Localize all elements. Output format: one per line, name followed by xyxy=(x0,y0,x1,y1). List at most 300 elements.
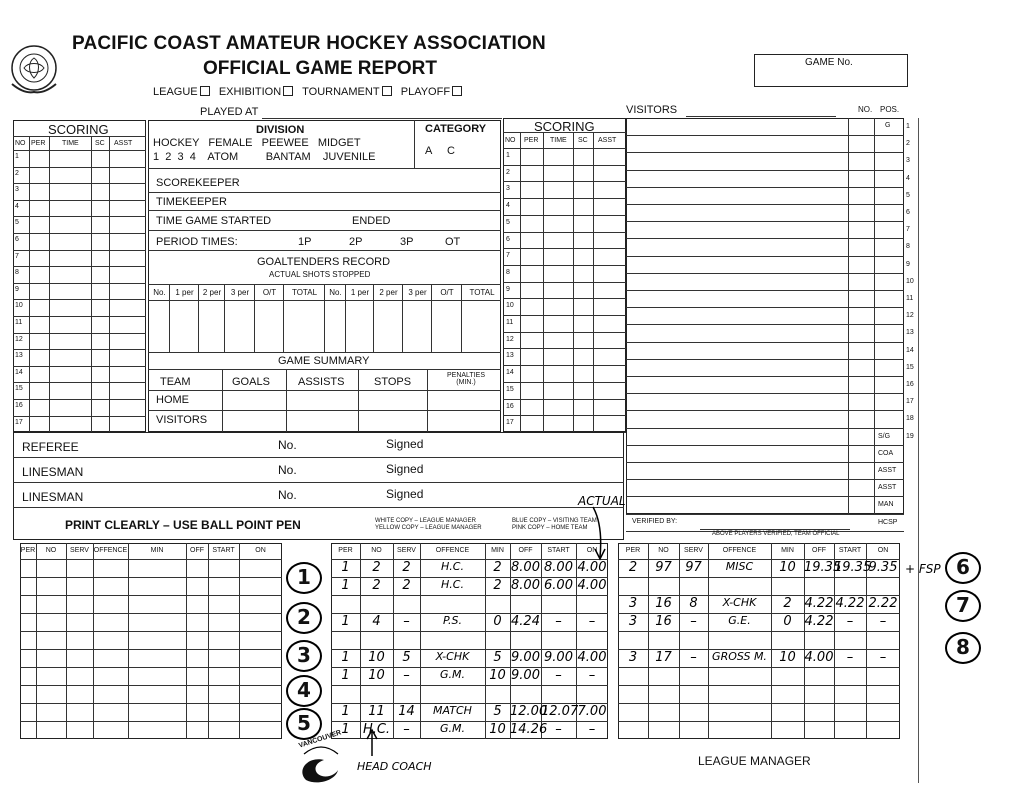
right-penalty-cell-on: 9.35 xyxy=(868,560,898,575)
right-penalty-cell-on: – xyxy=(879,614,887,629)
goaltender-col-header: 1 per xyxy=(175,288,194,297)
middle-penalty-cell-offence: H.C. xyxy=(441,560,464,573)
roster-row-number: 19 xyxy=(906,432,914,440)
middle-penalty-cell-serv: 14 xyxy=(398,704,415,719)
home-penalty-col-divider xyxy=(239,543,240,739)
goaltender-col-header: No. xyxy=(153,288,166,297)
right-penalty-cell-start: 4.22 xyxy=(835,596,865,611)
period-times-label: PERIOD TIMES: xyxy=(156,236,238,248)
home-penalty-col-divider xyxy=(36,543,37,739)
right-penalty-col-header: PER xyxy=(625,547,641,554)
middle-penalty-row-line xyxy=(331,595,608,596)
home-penalty-header-line xyxy=(20,559,282,560)
middle-penalty-col-header: OFFENCE xyxy=(435,547,470,554)
right-penalty-row-line xyxy=(618,667,900,668)
home-scoring-title: SCORING xyxy=(48,122,109,137)
visitor-scoring-row-number: 1 xyxy=(506,152,510,159)
right-penalty-cell-on: – xyxy=(879,650,887,665)
game-number-box[interactable] xyxy=(754,54,908,87)
home-scoring-row-number: 17 xyxy=(15,418,23,426)
home-penalty-col-divider xyxy=(66,543,67,739)
goaltender-col-divider xyxy=(224,284,225,352)
goaltender-col-divider xyxy=(431,284,432,352)
visitor-scoring-row-number: 13 xyxy=(506,352,514,360)
roster-row-number: 13 xyxy=(906,329,914,337)
middle-penalty-cell-start: 6.00 xyxy=(544,578,573,593)
roster-row-line xyxy=(626,170,904,171)
right-penalty-col-header: MIN xyxy=(781,547,794,554)
roster-row-line xyxy=(626,307,904,308)
home-scoring-row-line xyxy=(13,299,146,300)
game-type-exhibition: EXHIBITION xyxy=(218,86,282,98)
middle-penalty-row-line xyxy=(331,631,608,632)
goaltender-col-header: 2 per xyxy=(202,288,222,297)
roster-row-line xyxy=(626,221,904,222)
roster-row-number: 17 xyxy=(906,398,914,406)
form-title: PACIFIC COAST AMATEUR HOCKEY ASSOCIATION xyxy=(72,33,546,54)
right-penalty-cell-per: 3 xyxy=(628,614,638,629)
roster-row-line xyxy=(626,359,904,360)
game-type-league: LEAGUE xyxy=(153,86,198,98)
visitor-scoring-row-line xyxy=(503,165,626,166)
middle-penalty-cell-on: – xyxy=(588,614,596,629)
goaltender-col-divider xyxy=(461,284,462,352)
right-penalty-cell-no: 17 xyxy=(655,650,672,665)
time-started-label: TIME GAME STARTED xyxy=(156,215,272,227)
home-penalty-col-header: SERV xyxy=(70,547,89,554)
circled-number-mark: 3 xyxy=(286,640,322,672)
home-scoring-row-number: 5 xyxy=(15,219,19,227)
visitor-scoring-row-line xyxy=(503,382,626,383)
roster-row-number: 5 xyxy=(906,191,910,199)
playoff-checkbox[interactable] xyxy=(452,86,462,96)
home-scoring-col-per: PER xyxy=(31,140,46,147)
home-penalty-row-line xyxy=(20,613,282,614)
verified-by-label: VERIFIED BY: xyxy=(632,518,678,525)
head-coach-arrow-icon xyxy=(365,728,379,758)
visitors-pos-label: POS. xyxy=(880,105,900,114)
roster-row-number: 18 xyxy=(906,415,914,423)
visitor-scoring-row-number: 15 xyxy=(506,385,514,393)
middle-penalty-cell-min: 0 xyxy=(493,614,502,629)
roster-row-number: 11 xyxy=(906,295,914,302)
referee-row-line xyxy=(13,482,624,483)
roster-staff-label: MAN xyxy=(878,501,894,509)
goaltender-col-divider xyxy=(169,284,170,352)
home-scoring-row-number: 4 xyxy=(15,202,19,210)
right-penalty-col-header: OFF xyxy=(812,547,826,554)
middle-penalty-cell-offence: H.C. xyxy=(441,578,464,591)
right-penalty-cell-min: 2 xyxy=(783,596,792,611)
game-type-row xyxy=(153,86,462,98)
middle-penalty-cell-off: 12.00 xyxy=(510,704,548,719)
roster-row-number: 12 xyxy=(906,312,914,320)
right-penalty-cell-no: 16 xyxy=(655,596,672,611)
home-scoring-row-line xyxy=(13,250,146,251)
visitor-scoring-row-number: 8 xyxy=(506,268,510,276)
game-number-label: GAME No. xyxy=(805,57,853,68)
goaltender-col-header: 3 per xyxy=(230,288,250,297)
game-summary-title: GAME SUMMARY xyxy=(278,355,370,367)
roster-row-line xyxy=(626,342,904,343)
summary-col-assists: ASSISTS xyxy=(298,376,345,388)
middle-penalty-col-header: ON xyxy=(586,547,598,554)
category-title: CATEGORY xyxy=(425,123,487,135)
right-penalty-cell-on: 2.22 xyxy=(868,596,898,611)
home-scoring-row-line xyxy=(13,382,146,383)
roster-row-line xyxy=(626,290,904,291)
goaltenders-subtitle: ACTUAL SHOTS STOPPED xyxy=(269,270,371,279)
right-penalty-cell-min: 10 xyxy=(779,560,796,575)
division-row2: 1 2 3 4 ATOM BANTAM JUVENILE xyxy=(153,151,376,163)
right-penalty-cell-off: 4.22 xyxy=(804,596,834,611)
middle-penalty-cell-no: H.C. xyxy=(362,722,391,737)
right-penalty-row-line xyxy=(618,703,900,704)
right-penalty-row-line xyxy=(618,721,900,722)
home-scoring-row-line xyxy=(13,216,146,217)
visitor-scoring-col-no: NO xyxy=(505,137,516,144)
middle-penalty-cell-start: – xyxy=(555,614,562,629)
roster-row-number: 6 xyxy=(906,209,910,216)
middle-penalty-cell-off: 14.26 xyxy=(510,722,548,737)
home-scoring-row-number: 9 xyxy=(15,285,19,293)
middle-penalty-cell-serv: 2 xyxy=(402,560,411,575)
home-scoring-row-line xyxy=(13,416,146,417)
league-manager-label: LEAGUE MANAGER xyxy=(698,754,811,768)
home-scoring-row-number: 8 xyxy=(15,269,19,277)
middle-penalty-cell-start: 12.07 xyxy=(541,704,579,719)
home-penalty-col-divider xyxy=(128,543,129,739)
timekeeper-label: TIMEKEEPER xyxy=(156,196,227,208)
referee-row-line xyxy=(13,457,624,458)
summary-visitors: VISITORS xyxy=(156,414,208,426)
home-scoring-row-line xyxy=(13,183,146,184)
right-penalty-cell-off: 19.35 xyxy=(804,560,842,575)
roster-row-number: 9 xyxy=(906,260,910,268)
right-penalty-col-header: ON xyxy=(877,547,889,554)
visitor-roster xyxy=(626,118,904,514)
right-penalty-cell-min: 10 xyxy=(779,650,796,665)
verified-note: ABOVE PLAYERS VERIFIED, TEAM OFFICIAL xyxy=(712,531,840,537)
referee-signed-label: Signed xyxy=(386,462,424,476)
goaltender-col-header: TOTAL xyxy=(291,288,318,297)
middle-penalty-cell-no: 10 xyxy=(368,668,385,683)
right-penalty-col-header: NO xyxy=(658,547,669,554)
goaltender-col-divider xyxy=(283,284,284,352)
division-title: DIVISION xyxy=(256,124,305,136)
referee-signed-label: Signed xyxy=(386,437,424,451)
right-penalty-cell-serv: 97 xyxy=(685,560,702,575)
visitor-scoring-row-line xyxy=(503,215,626,216)
visitor-scoring-row-line xyxy=(503,298,626,299)
middle-penalty-cell-min: 5 xyxy=(493,704,502,719)
home-penalty-row-line xyxy=(20,577,282,578)
home-scoring-row-number: 11 xyxy=(15,319,23,326)
middle-penalty-cell-no: 10 xyxy=(368,650,385,665)
home-scoring-row-line xyxy=(13,167,146,168)
visitor-scoring-row-line xyxy=(503,265,626,266)
roster-row-number: 16 xyxy=(906,381,914,388)
middle-penalty-col-header: SERV xyxy=(397,547,416,554)
roster-staff-line xyxy=(626,479,904,480)
middle-penalty-cell-start: 9.00 xyxy=(544,650,573,665)
circled-number-mark: 7 xyxy=(945,590,981,622)
copy-note-2b: PINK COPY – HOME TEAM xyxy=(512,525,588,531)
home-penalty-row-line xyxy=(20,685,282,686)
middle-penalty-cell-offence: G.M. xyxy=(439,722,465,735)
visitor-scoring-row-line xyxy=(503,332,626,333)
visitor-scoring-row-line xyxy=(503,315,626,316)
middle-penalty-cell-off: 4.24 xyxy=(511,614,540,629)
right-penalty-cell-min: 0 xyxy=(783,614,792,629)
summary-col-team: TEAM xyxy=(160,376,191,388)
right-penalty-cell-per: 3 xyxy=(628,596,638,611)
visitor-scoring-row-line xyxy=(503,365,626,366)
middle-penalty-cell-offence: MATCH xyxy=(433,704,472,717)
visitor-scoring-col-time: TIME xyxy=(550,137,567,144)
right-penalty-cell-offence: MISC xyxy=(725,560,754,573)
home-scoring-row-number: 12 xyxy=(15,335,23,343)
middle-penalty-cell-no: 11 xyxy=(368,704,385,719)
circled-number-mark: 2 xyxy=(286,602,322,634)
visitor-scoring-col-sc: SC xyxy=(578,137,588,144)
summary-col-penalties: PENALTIES (MIN.) xyxy=(447,372,485,386)
home-scoring-row-line xyxy=(13,283,146,284)
roster-staff-line xyxy=(626,462,904,463)
middle-penalty-cell-per: 1 xyxy=(341,722,350,737)
roster-row-number: 3 xyxy=(906,157,910,165)
roster-staff-label: COA xyxy=(878,449,894,457)
home-penalty-table xyxy=(20,543,282,739)
roster-row-line xyxy=(626,204,904,205)
middle-penalty-cell-offence: G.M. xyxy=(439,668,465,681)
visitor-scoring-row-number: 5 xyxy=(506,218,510,226)
roster-row-line xyxy=(626,238,904,239)
roster-row-number: 8 xyxy=(906,243,910,251)
goaltender-col-divider xyxy=(324,284,325,352)
middle-penalty-cell-off: 9.00 xyxy=(511,668,540,683)
middle-penalty-cell-on: – xyxy=(588,722,596,737)
roster-g-label: G xyxy=(885,122,891,129)
game-type-tournament: TOURNAMENT xyxy=(302,86,380,98)
right-penalty-col-header: START xyxy=(838,547,862,554)
home-scoring-row-line xyxy=(13,316,146,317)
right-penalty-cell-serv: 8 xyxy=(689,596,698,611)
home-scoring-row-line xyxy=(13,366,146,367)
middle-penalty-col-header: NO xyxy=(371,547,382,554)
middle-penalty-row-line xyxy=(331,685,608,686)
association-logo xyxy=(4,40,64,100)
home-scoring-row-number: 7 xyxy=(15,252,19,260)
middle-penalty-cell-serv: – xyxy=(403,614,410,629)
visitors-label: VISITORS xyxy=(626,104,678,116)
visitor-scoring-row-line xyxy=(503,415,626,416)
circled-number-mark: 5 xyxy=(286,708,322,740)
visitor-scoring-row-number: 17 xyxy=(506,419,514,427)
visitor-scoring-col-asst: ASST xyxy=(598,137,617,144)
home-penalty-col-header: NO xyxy=(45,547,57,554)
summary-col-stops: STOPS xyxy=(374,376,412,388)
summary-col-goals: GOALS xyxy=(232,376,270,388)
middle-penalty-cell-on: 7.00 xyxy=(577,704,607,719)
referee-no-label: No. xyxy=(278,438,297,452)
goaltender-col-header: 2 per xyxy=(379,288,398,297)
middle-penalty-cell-min: 5 xyxy=(493,650,502,665)
roster-staff-label: ASST xyxy=(878,467,897,474)
right-penalty-cell-serv: – xyxy=(690,614,697,629)
roster-row-line xyxy=(626,445,904,446)
middle-penalty-cell-per: 1 xyxy=(341,704,350,719)
fsp-note: + FSP xyxy=(905,562,941,576)
middle-penalty-cell-serv: 2 xyxy=(402,578,411,593)
home-penalty-col-divider xyxy=(186,543,187,739)
home-scoring-col-time: TIME xyxy=(62,140,79,147)
referee-role: LINESMAN xyxy=(22,465,84,479)
middle-penalty-cell-no: 4 xyxy=(372,614,381,629)
roster-staff-line xyxy=(626,496,904,497)
roster-row-number: 15 xyxy=(906,363,914,371)
referee-row-line xyxy=(13,507,624,508)
visitor-scoring-row-line xyxy=(503,181,626,182)
middle-penalty-cell-min: 2 xyxy=(493,560,502,575)
form-subtitle: OFFICIAL GAME REPORT xyxy=(203,58,437,79)
right-penalty-cell-no: 16 xyxy=(655,614,672,629)
home-scoring-row-line xyxy=(13,233,146,234)
roster-sg-label: S/G xyxy=(878,432,891,440)
right-penalty-row-line xyxy=(618,631,900,632)
middle-penalty-cell-on: 4.00 xyxy=(577,650,607,665)
goaltender-col-header: No. xyxy=(329,288,342,297)
middle-penalty-cell-per: 1 xyxy=(341,614,350,629)
referee-signed-label: Signed xyxy=(386,487,424,501)
scorekeeper-label: SCOREKEEPER xyxy=(156,177,240,189)
middle-penalty-cell-on: 4.00 xyxy=(577,578,607,593)
goaltender-col-header: 3 per xyxy=(408,288,427,297)
circled-number-mark: 1 xyxy=(286,562,322,594)
home-penalty-col-header: MIN xyxy=(150,547,164,554)
roster-row-line xyxy=(626,152,904,153)
actual-annotation: ACTUAL xyxy=(578,494,626,508)
middle-penalty-cell-on: 4.00 xyxy=(577,560,607,575)
middle-penalty-cell-off: 8.00 xyxy=(511,560,540,575)
summary-home: HOME xyxy=(156,394,189,406)
roster-row-number: 7 xyxy=(906,226,910,234)
home-scoring-row-line xyxy=(13,333,146,334)
middle-penalty-cell-min: 10 xyxy=(489,722,506,737)
home-scoring-row-number: 1 xyxy=(15,153,19,160)
vancouver-logo-text: VANCOUVER xyxy=(298,729,343,750)
roster-row-number: 14 xyxy=(906,346,914,354)
copy-note-1a: WHITE COPY – LEAGUE MANAGER xyxy=(375,518,476,524)
middle-penalty-cell-off: 9.00 xyxy=(511,650,540,665)
right-penalty-row-line xyxy=(618,685,900,686)
goaltender-col-header: TOTAL xyxy=(469,288,495,297)
goaltender-col-divider xyxy=(198,284,199,352)
goaltender-col-header: O/T xyxy=(262,288,277,297)
right-penalty-cell-off: 4.22 xyxy=(804,614,834,629)
roster-row-line xyxy=(626,135,904,136)
period-ot: OT xyxy=(445,236,461,248)
tournament-checkbox[interactable] xyxy=(382,86,392,96)
home-scoring-col-sc: SC xyxy=(95,140,105,147)
roster-staff-line xyxy=(626,514,904,515)
middle-penalty-cell-serv: 5 xyxy=(402,650,411,665)
middle-penalty-cell-per: 1 xyxy=(341,560,350,575)
referee-no-label: No. xyxy=(278,488,297,502)
division-row1: HOCKEY FEMALE PEEWEE MIDGET xyxy=(153,137,361,149)
visitor-scoring-row-number: 2 xyxy=(506,168,510,176)
right-penalty-cell-offence: GROSS M. xyxy=(712,650,767,663)
home-scoring-row-number: 15 xyxy=(15,385,23,393)
home-penalty-row-line xyxy=(20,631,282,632)
visitor-scoring-row-number: 14 xyxy=(506,369,514,377)
home-penalty-col-divider xyxy=(208,543,209,739)
visitor-scoring-row-line xyxy=(503,348,626,349)
goaltender-col-divider xyxy=(373,284,374,352)
actual-arrow-icon xyxy=(585,505,615,565)
middle-penalty-cell-serv: – xyxy=(403,722,410,737)
right-penalty-cell-start: – xyxy=(846,650,854,665)
visitor-scoring-row-number: 3 xyxy=(506,185,510,193)
middle-penalty-col-header: PER xyxy=(338,547,353,554)
middle-penalty-cell-min: 2 xyxy=(493,578,502,593)
right-penalty-cell-offence: G.E. xyxy=(728,614,751,627)
middle-penalty-cell-no: 2 xyxy=(372,560,381,575)
roster-staff-label: HCSP xyxy=(878,518,898,526)
home-penalty-row-line xyxy=(20,595,282,596)
middle-penalty-cell-offence: P.S. xyxy=(442,614,463,627)
home-scoring-row-number: 13 xyxy=(15,352,23,360)
home-penalty-col-header: PER xyxy=(20,547,36,554)
visitor-scoring-row-number: 7 xyxy=(506,252,510,260)
roster-row-number: 1 xyxy=(906,123,910,130)
roster-row-line xyxy=(626,324,904,325)
middle-penalty-cell-off: 8.00 xyxy=(511,578,540,593)
goaltender-col-divider xyxy=(345,284,346,352)
home-penalty-col-divider xyxy=(93,543,94,739)
right-penalty-col-header: SERV xyxy=(684,547,703,554)
home-scoring-row-line xyxy=(13,349,146,350)
home-penalty-row-line xyxy=(20,703,282,704)
visitor-scoring-row-line xyxy=(503,232,626,233)
referee-role: REFEREE xyxy=(22,440,79,454)
game-type-playoff: PLAYOFF xyxy=(400,86,451,98)
circled-number-mark: 4 xyxy=(286,675,322,707)
home-scoring-row-number: 10 xyxy=(15,302,23,310)
middle-penalty-cell-start: 8.00 xyxy=(544,560,573,575)
referee-role: LINESMAN xyxy=(22,490,84,504)
roster-row-number: 10 xyxy=(906,277,914,285)
middle-penalty-cell-offence: X-CHK xyxy=(435,650,470,663)
roster-row-number: 2 xyxy=(906,140,910,148)
middle-penalty-cell-serv: – xyxy=(403,668,410,683)
home-scoring-row-number: 16 xyxy=(15,402,23,409)
visitor-scoring-col-per: PER xyxy=(524,137,539,144)
middle-penalty-cell-start: – xyxy=(555,668,562,683)
middle-penalty-col-header: MIN xyxy=(491,547,504,554)
referee-no-label: No. xyxy=(278,463,297,477)
home-scoring-col-asst: ASST xyxy=(114,140,133,147)
right-penalty-row-line xyxy=(618,577,900,578)
goaltender-col-divider xyxy=(254,284,255,352)
visitor-scoring-row-number: 16 xyxy=(506,402,514,410)
league-checkbox[interactable] xyxy=(200,86,210,96)
visitor-scoring-row-line xyxy=(503,248,626,249)
right-penalty-cell-off: 4.00 xyxy=(804,650,834,665)
roster-row-line xyxy=(626,376,904,377)
roster-row-line xyxy=(626,428,904,429)
exhibition-checkbox[interactable] xyxy=(283,86,293,96)
